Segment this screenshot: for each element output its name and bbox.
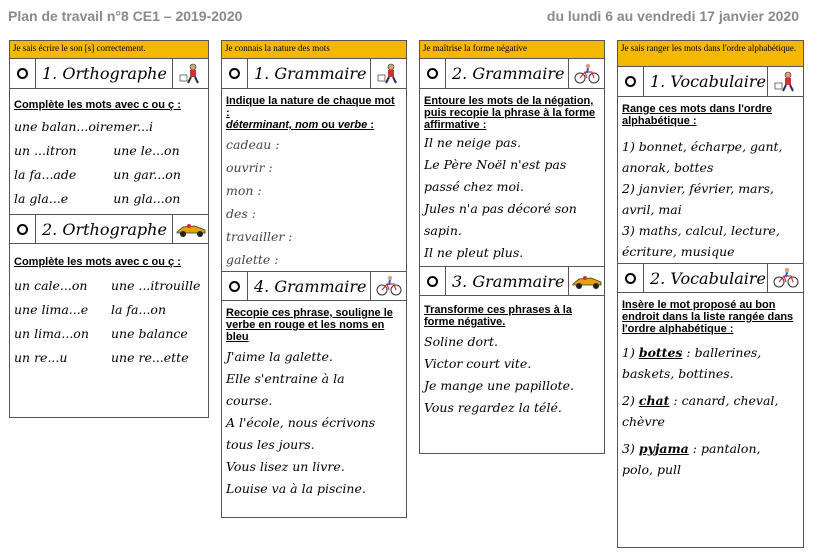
word-item: mer...i: [113, 119, 154, 134]
bicycle-icon: [573, 63, 601, 85]
exercise-title-row: [222, 59, 406, 89]
bicycle-icon: [772, 267, 800, 289]
column-forme-negative: [419, 40, 605, 454]
walking-child-icon: [773, 71, 799, 93]
exercise-instruction: Indique la nature de chaque mot : déterminant, nom ou verbe :: [226, 95, 395, 131]
line-item: galette :: [226, 252, 279, 267]
exercise-title: 4. Grammaire: [254, 276, 367, 296]
word-item: la fa...on: [111, 302, 166, 317]
exercise-title: 3. Grammaire: [452, 271, 565, 291]
exercise-instruction: Range ces mots dans l'ordre alphabétique :: [622, 103, 772, 127]
line-item: J'aime la galette.: [226, 349, 333, 364]
bicycle-icon: [375, 275, 403, 297]
word-item: la gla...e: [14, 191, 69, 206]
line-item: des :: [226, 206, 256, 221]
exercise-instruction: Transforme ces phrases à la forme négative.: [424, 304, 572, 328]
insert-item: 2) chat : canard, cheval,: [622, 393, 779, 408]
line-item: cadeau :: [226, 137, 280, 152]
exercise-title-row: [10, 59, 208, 89]
word-item: un ...itron: [14, 143, 77, 158]
line-item: ouvrir :: [226, 160, 273, 175]
exercise-instruction: Recopie ces phrase, souligne le verbe en rouge et les noms en bleu: [226, 307, 393, 343]
line-item: Il ne pleut plus.: [424, 245, 524, 260]
word-item: un lima...on: [14, 326, 89, 341]
walking-child-icon: [178, 63, 204, 85]
exercise-instruction: Entoure les mots de la négation, puis recopie la phrase à la forme affirmative :: [424, 95, 596, 131]
line-item: Jules n'a pas décoré son: [424, 201, 577, 216]
walking-child-icon: [376, 63, 402, 85]
line-item: Elle s'entraine à la: [226, 371, 345, 386]
line-item: 3) maths, calcul, lecture,: [622, 223, 780, 238]
exercise-instruction: Complète les mots avec c ou ç :: [14, 256, 181, 268]
exercise-title-row: [420, 266, 604, 296]
exercise-title: 2. Vocabulaire: [650, 268, 767, 288]
insert-item: 3) pyjama : pantalon,: [622, 441, 761, 456]
word-item: la fa...ade: [14, 167, 77, 182]
exercise-instruction: Insère le mot proposé au bon endroit dans la liste rangée dans l'ordre alphabétique :: [622, 299, 794, 335]
line-item: Le Père Noël n'est pas: [424, 157, 567, 172]
line-list: [222, 349, 406, 496]
exercise-title: 1. Grammaire: [254, 64, 367, 83]
race-car-icon: [175, 220, 207, 238]
word-item: un gla...on: [113, 191, 181, 206]
insert-item-cont: baskets, bottines.: [622, 366, 734, 381]
exercise-title-row: [222, 271, 406, 301]
exercise-title: 1. Orthographe: [42, 64, 167, 83]
checkbox-circle-icon[interactable]: [17, 224, 28, 235]
column-banner: Je connais la nature des mots: [222, 41, 406, 59]
line-item: avril, mai: [622, 202, 682, 217]
line-item: anorak, bottes: [622, 160, 714, 175]
keyword: pyjama: [638, 441, 689, 456]
line-item: Vous regardez la télé.: [424, 400, 562, 415]
column-orthographe: [9, 40, 209, 418]
checkbox-circle-icon[interactable]: [229, 281, 240, 292]
exercise-title: 1. Vocabulaire: [650, 72, 767, 91]
column-vocabulaire: [617, 40, 804, 548]
word-item: un re...u: [14, 350, 68, 365]
word-item: une balan...oire: [14, 119, 114, 134]
word-item: une ...itrouille: [111, 278, 201, 293]
word-item: une le...on: [113, 143, 180, 158]
exercise-title-row: [618, 67, 803, 97]
worksheet-title: Plan de travail n°8 CE1 – 2019-2020: [8, 8, 243, 24]
checkbox-circle-icon[interactable]: [17, 68, 28, 79]
word-item: un gar...on: [113, 167, 181, 182]
line-item: 2) janvier, février, mars,: [622, 181, 774, 196]
worksheet-dates: du lundi 6 au vendredi 17 janvier 2020: [546, 8, 799, 24]
word-item: un cale...on: [14, 278, 88, 293]
line-item: Soline dort.: [424, 334, 499, 349]
line-item: Il ne neige pas.: [424, 135, 521, 150]
line-item: Louise va à la piscine.: [226, 481, 366, 496]
line-list: [222, 137, 406, 267]
exercise-title-row: [10, 214, 208, 244]
exercise-instruction: Complète les mots avec c ou ç :: [14, 99, 181, 111]
keyword: bottes: [638, 345, 683, 360]
checkbox-circle-icon[interactable]: [427, 68, 438, 79]
line-item: écriture, musique: [622, 244, 735, 259]
line-item: tous les jours.: [226, 437, 315, 452]
exercise-title-row: [618, 263, 803, 293]
line-list: [420, 135, 604, 260]
column-banner: Je sais ranger les mots dans l'ordre alphabétique.: [618, 41, 803, 67]
line-item: travailler :: [226, 229, 293, 244]
line-item: mon :: [226, 183, 262, 198]
insert-list: [618, 345, 803, 477]
line-list: [420, 334, 604, 415]
keyword: chat: [638, 393, 670, 408]
line-item: Victor court vite.: [424, 356, 532, 371]
insert-item-cont: polo, pull: [622, 462, 682, 477]
line-item: Je mange une papillote.: [424, 378, 574, 393]
line-list: [618, 139, 803, 259]
line-item: course.: [226, 393, 273, 408]
checkbox-circle-icon[interactable]: [427, 276, 438, 287]
insert-item-cont: chèvre: [622, 414, 665, 429]
word-list: [10, 278, 208, 365]
race-car-icon: [571, 272, 603, 290]
line-item: Vous lisez un livre.: [226, 459, 345, 474]
exercise-title: 2. Grammaire: [452, 64, 565, 83]
column-banner: Je maîtrise la forme négative: [420, 41, 604, 59]
line-item: passé chez moi.: [424, 179, 525, 194]
word-item: une lima...e: [14, 302, 89, 317]
word-item: une re...ette: [111, 350, 189, 365]
checkbox-circle-icon[interactable]: [625, 273, 636, 284]
checkbox-circle-icon[interactable]: [625, 76, 636, 87]
column-nature-des-mots: [221, 40, 407, 518]
exercise-title: 2. Orthographe: [42, 219, 167, 239]
line-item: A l'école, nous écrivons: [226, 415, 376, 430]
column-banner: Je sais écrire le son [s] correctement.: [10, 41, 208, 59]
word-list: [10, 119, 208, 206]
line-item: sapin.: [424, 223, 462, 238]
exercise-title-row: [420, 59, 604, 89]
word-item: une balance: [111, 326, 188, 341]
line-item: 1) bonnet, écharpe, gant,: [622, 139, 783, 154]
checkbox-circle-icon[interactable]: [229, 68, 240, 79]
insert-item: 1) bottes : ballerines,: [622, 345, 762, 360]
